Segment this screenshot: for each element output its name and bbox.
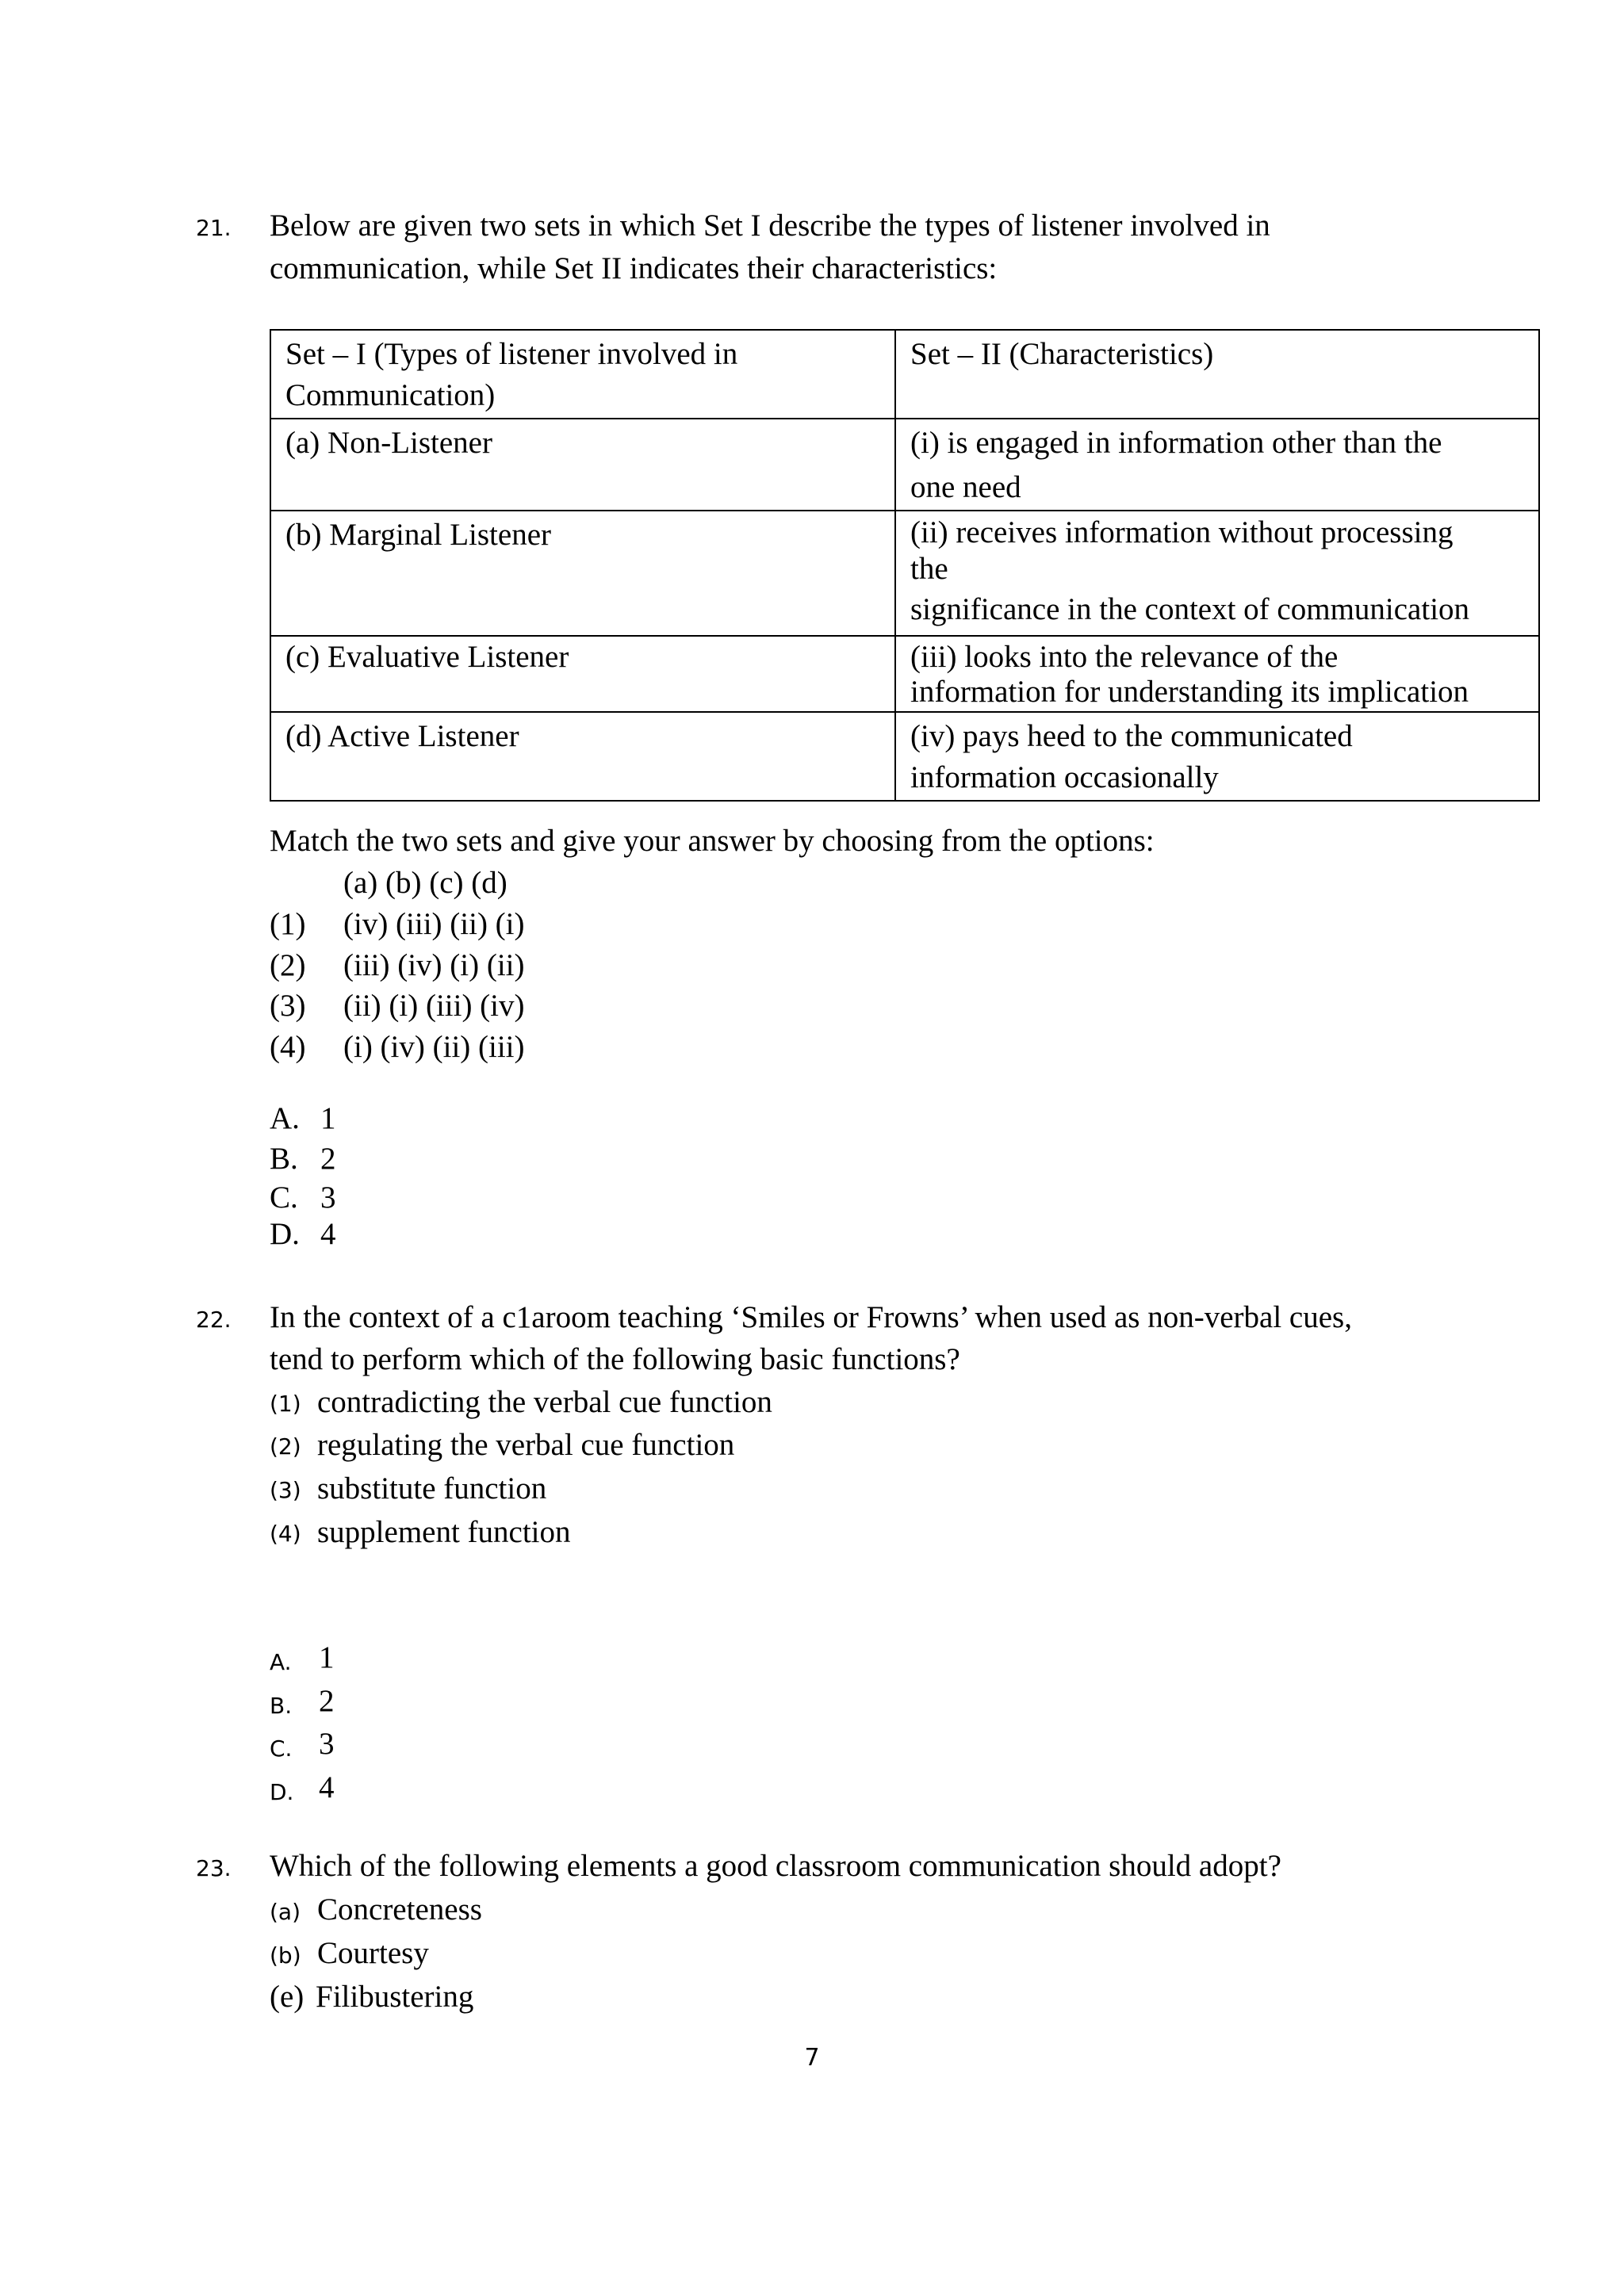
- table-row: [270, 712, 1539, 801]
- code-option-number: (1): [270, 907, 306, 941]
- answer-letter: A.: [270, 1649, 292, 1675]
- question-number: 21.: [196, 215, 232, 241]
- answer-value[interactable]: 4: [320, 1217, 336, 1251]
- answer-value[interactable]: 1: [320, 1101, 336, 1135]
- code-option-number: (3): [270, 989, 306, 1023]
- match-instruction: Match the two sets and give your answer by choosing from the options:: [270, 824, 1155, 858]
- answer-letter: D.: [270, 1779, 294, 1805]
- question-text-line-2: communication, while Set II indicates their characteristics:: [270, 251, 998, 285]
- table-cell-listener: (d) Active Listener: [270, 712, 895, 801]
- table-cell-characteristic: (i) is engaged in information other than the one need: [895, 419, 1539, 511]
- table-cell-characteristic: (iii) looks into the relevance of the information for understanding its implication: [895, 636, 1539, 712]
- table-cell-listener: (b) Marginal Listener: [270, 511, 895, 636]
- option-number: (a): [270, 1899, 301, 1925]
- table-row: [270, 511, 1539, 636]
- option-number: (3): [270, 1477, 301, 1503]
- table-cell-listener: (c) Evaluative Listener: [270, 636, 895, 712]
- option-text: contradicting the verbal cue function: [317, 1385, 772, 1419]
- table-header-set2: Set – II (Characteristics): [895, 330, 1539, 419]
- answer-value[interactable]: 3: [320, 1181, 336, 1215]
- question-number: 22.: [196, 1307, 232, 1333]
- table-row: [270, 636, 1539, 712]
- code-option-text: (iii) (iv) (i) (ii): [343, 948, 525, 982]
- matching-table: [270, 329, 1540, 802]
- question-text-line-1: In the context of a c1aroom teaching ‘Smiles or Frowns’ when used as non-verbal cues,: [270, 1300, 1352, 1334]
- code-header: (a) (b) (c) (d): [343, 866, 508, 900]
- option-text: substitute function: [317, 1471, 547, 1506]
- code-option-number: (4): [270, 1030, 306, 1064]
- option-number: (1): [270, 1391, 301, 1417]
- answer-letter: B.: [270, 1693, 293, 1719]
- option-number: (4): [270, 1521, 301, 1547]
- option-text: supplement function: [317, 1515, 571, 1549]
- table-header-set1: Set – I (Types of listener involved in Communication): [270, 330, 895, 419]
- option-text: Courtesy: [317, 1936, 429, 1970]
- answer-value[interactable]: 3: [319, 1727, 335, 1761]
- answer-letter: A.: [270, 1101, 300, 1135]
- option-text: Filibustering: [316, 1980, 474, 2014]
- question-text-line-2: tend to perform which of the following basic functions?: [270, 1342, 960, 1376]
- option-text: regulating the verbal cue function: [317, 1428, 735, 1462]
- option-number: (b): [270, 1942, 301, 1969]
- answer-value[interactable]: 1: [319, 1640, 335, 1674]
- table-header-row: [270, 330, 1539, 419]
- code-option-text: (ii) (i) (iii) (iv): [343, 989, 525, 1023]
- question-text-line-1: Below are given two sets in which Set I describe the types of listener involved in: [270, 209, 1270, 243]
- option-number: (e): [270, 1980, 304, 2014]
- table-cell-characteristic: (iv) pays heed to the communicated information occasionally: [895, 712, 1539, 801]
- answer-letter: B.: [270, 1142, 298, 1176]
- answer-letter: C.: [270, 1735, 293, 1762]
- table-row: [270, 419, 1539, 511]
- answer-value[interactable]: 2: [320, 1142, 336, 1176]
- code-option-number: (2): [270, 948, 306, 982]
- page-number: 7: [804, 2044, 820, 2072]
- table-cell-listener: (a) Non-Listener: [270, 419, 895, 511]
- table-cell-characteristic: (ii) receives information without processing the significance in the context of communication: [895, 511, 1539, 636]
- question-number: 23.: [196, 1855, 232, 1881]
- answer-letter: D.: [270, 1217, 300, 1251]
- answer-value[interactable]: 2: [319, 1684, 335, 1718]
- option-text: Concreteness: [317, 1892, 482, 1927]
- code-option-text: (iv) (iii) (ii) (i): [343, 907, 525, 941]
- answer-letter: C.: [270, 1181, 298, 1215]
- question-text-line-1: Which of the following elements a good classroom communication should adopt?: [270, 1849, 1281, 1883]
- answer-value[interactable]: 4: [319, 1770, 335, 1804]
- code-option-text: (i) (iv) (ii) (iii): [343, 1030, 525, 1064]
- option-number: (2): [270, 1433, 301, 1460]
